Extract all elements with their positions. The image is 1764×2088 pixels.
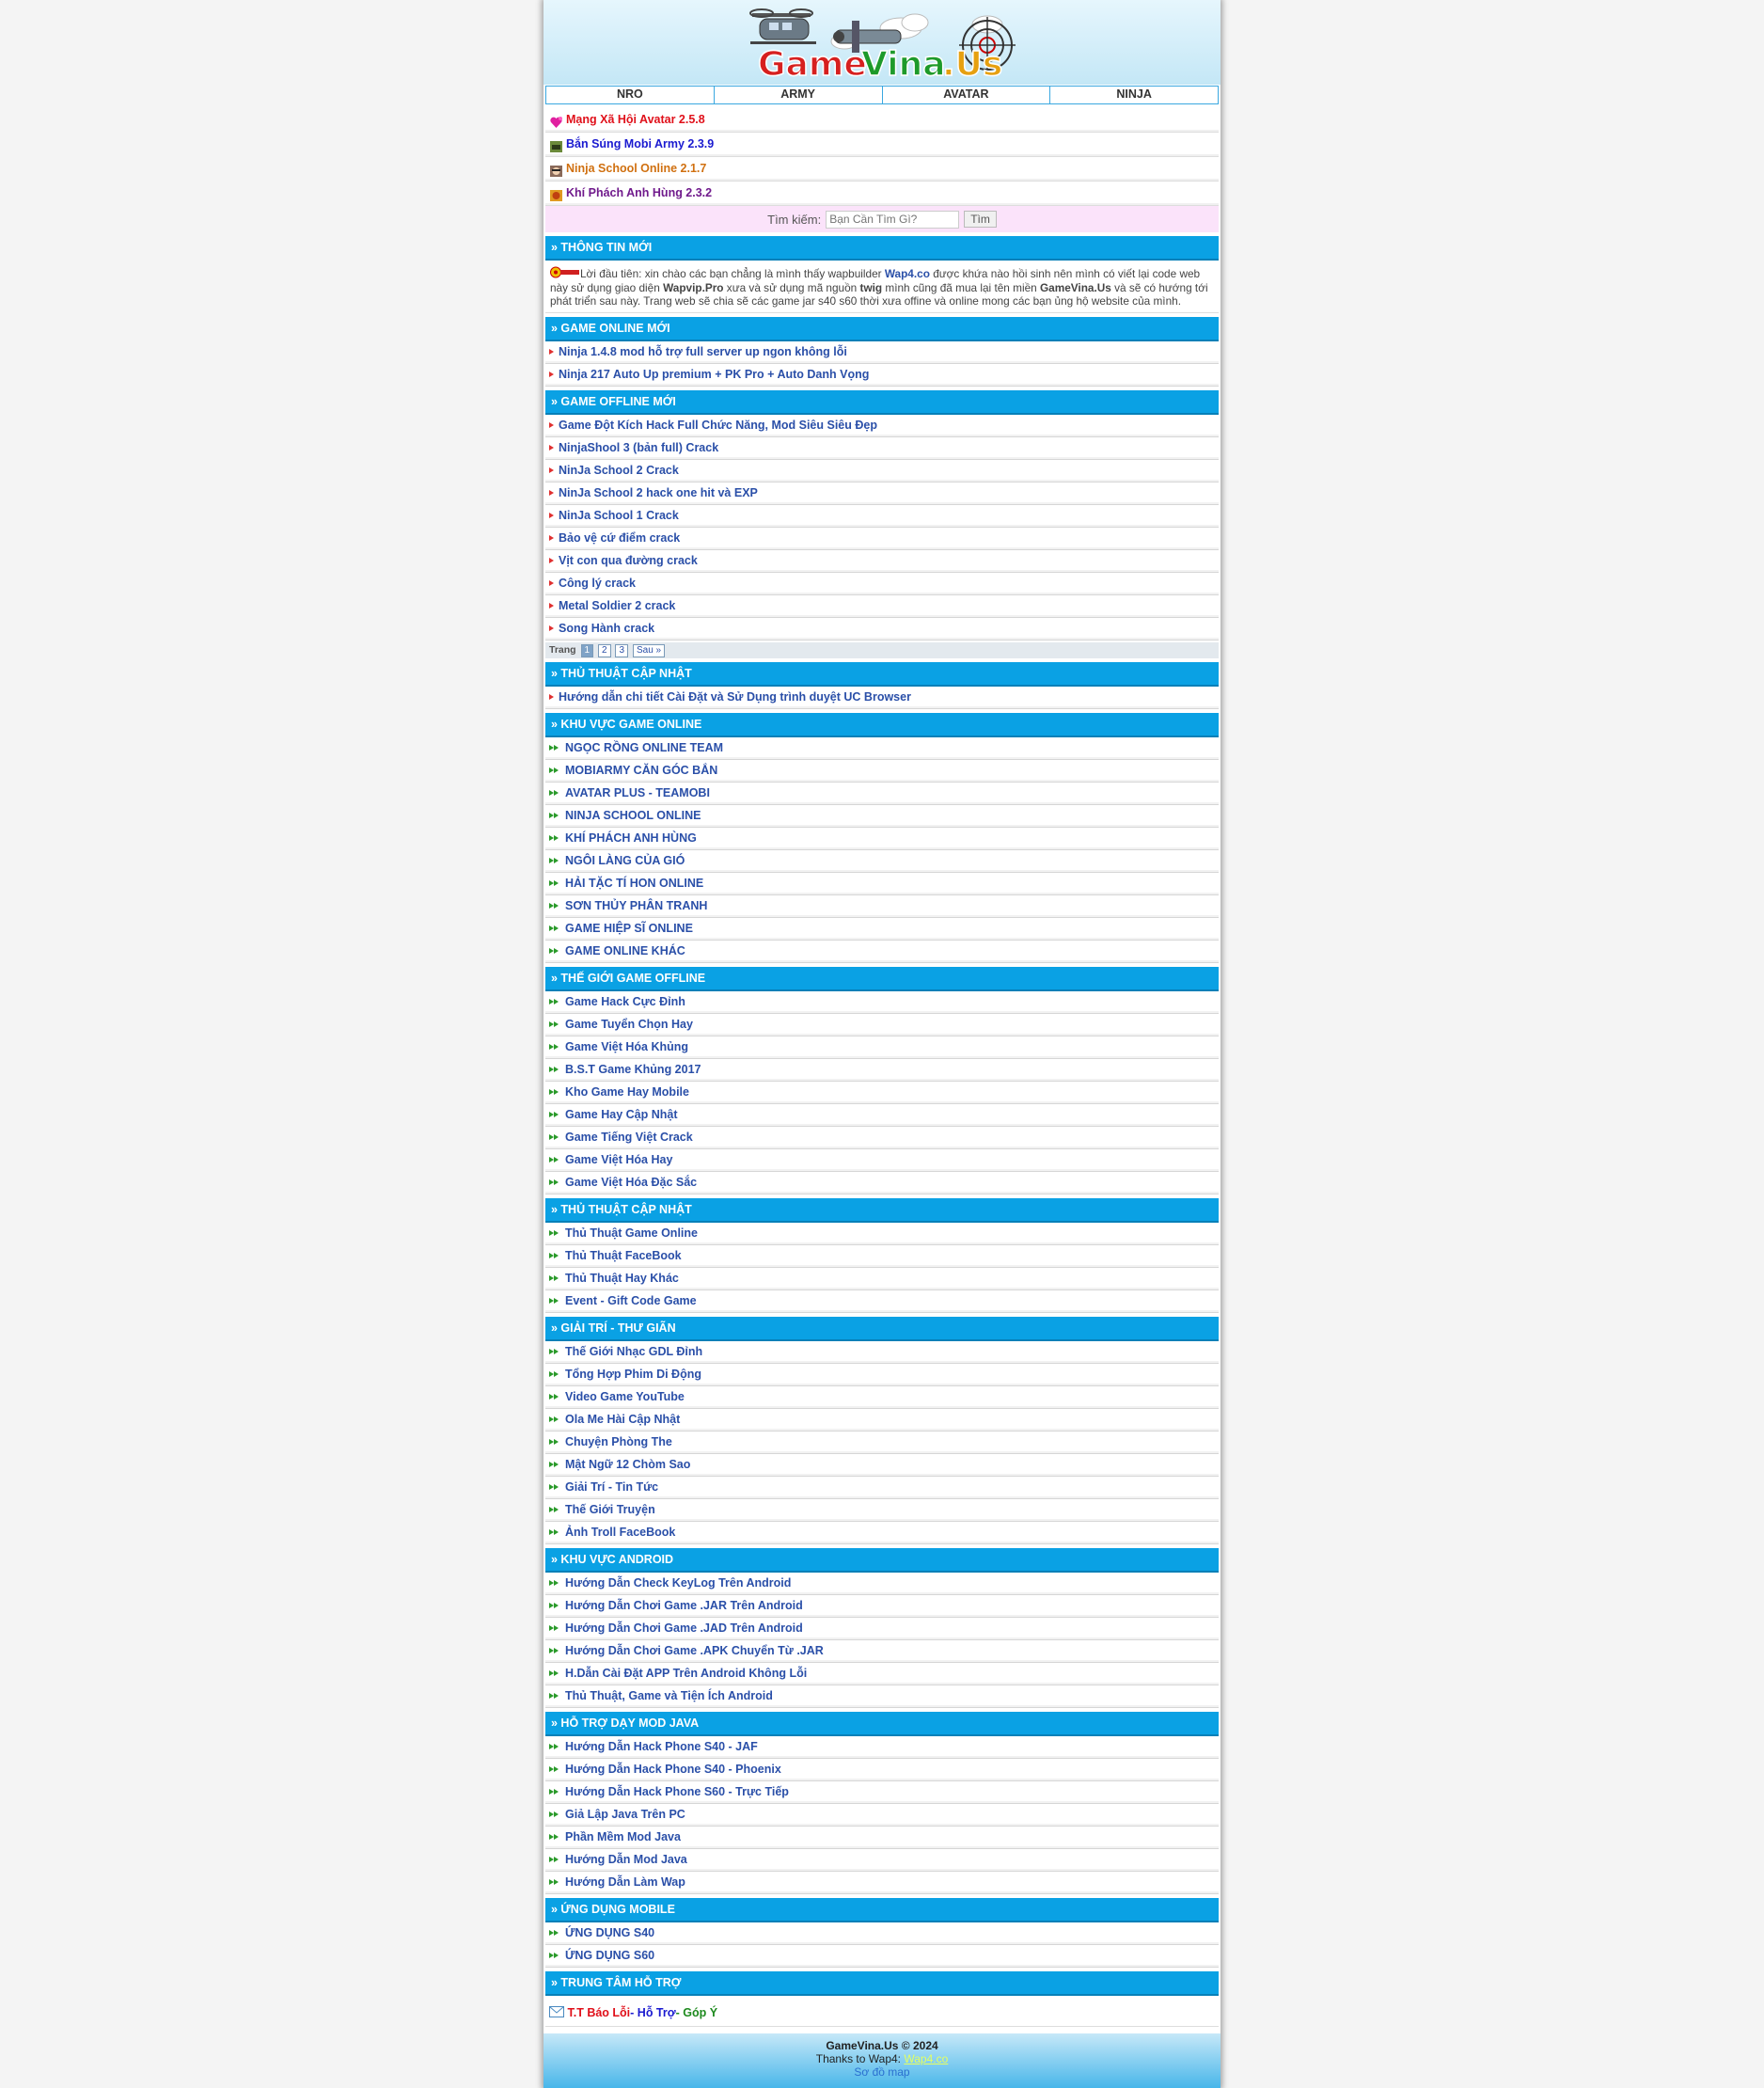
list-item-label[interactable]: ỨNG DỤNG S60 <box>565 1948 655 1962</box>
list-item[interactable] <box>545 1804 1219 1827</box>
arrow-icon <box>549 558 554 563</box>
list-item[interactable] <box>545 1499 1219 1522</box>
list-item-label[interactable]: Game Đột Kích Hack Full Chức Năng, Mod Siêu Siêu Đẹp <box>559 418 877 432</box>
double-arrow-icon <box>549 1348 560 1355</box>
list-item-label[interactable]: Công lý crack <box>559 576 636 590</box>
section-header-entertain: » GIẢI TRÍ - THƯ GIÃN <box>545 1317 1219 1341</box>
list-item[interactable] <box>545 482 1219 505</box>
list-item-label[interactable]: Thế Giới Truyện <box>565 1502 655 1516</box>
ninja-game-icon <box>549 163 563 176</box>
list-item-label[interactable]: B.S.T Game Khủng 2017 <box>565 1062 701 1076</box>
featured-item-khi-phach[interactable] <box>545 182 1219 206</box>
nav-ninja[interactable]: NINJA <box>1049 87 1218 103</box>
list-item[interactable] <box>545 1223 1219 1245</box>
list-item[interactable] <box>545 1522 1219 1544</box>
featured-label[interactable]: Ninja School Online 2.1.7 <box>566 162 707 175</box>
intro-text <box>545 261 1219 313</box>
list-offline-world <box>543 991 1221 1194</box>
list-item-label[interactable]: NGÔI LÀNG CỦA GIÓ <box>565 853 685 867</box>
double-arrow-icon <box>549 1647 560 1654</box>
double-arrow-icon <box>549 789 560 797</box>
list-item[interactable] <box>545 1640 1219 1663</box>
list-item[interactable] <box>545 1172 1219 1194</box>
featured-item-army[interactable] <box>545 133 1219 157</box>
nav-avatar[interactable]: AVATAR <box>882 87 1050 103</box>
featured-item-ninja[interactable] <box>545 157 1219 182</box>
double-arrow-icon <box>549 1765 560 1773</box>
intro-text-part: mình cũng đã mua lại tên miền <box>882 280 1040 294</box>
double-arrow-icon <box>549 1692 560 1700</box>
list-item[interactable] <box>545 828 1219 850</box>
list-item[interactable] <box>545 573 1219 595</box>
list-item-label[interactable]: NINJA SCHOOL ONLINE <box>565 808 701 822</box>
list-item-label[interactable]: Game Tuyển Chọn Hay <box>565 1017 693 1031</box>
page-1[interactable]: 1 <box>581 644 594 657</box>
list-item[interactable] <box>545 941 1219 963</box>
arrow-icon <box>549 372 554 377</box>
arrow-icon <box>549 694 554 700</box>
search-label: Tìm kiếm: <box>767 212 822 227</box>
section-header-offline-new: » GAME OFFLINE MỚI <box>545 390 1219 415</box>
double-arrow-icon <box>549 1274 560 1282</box>
double-arrow-icon <box>549 1438 560 1446</box>
list-item[interactable] <box>545 895 1219 918</box>
list-item[interactable] <box>545 1245 1219 1268</box>
featured-label[interactable]: Mạng Xã Hội Avatar 2.5.8 <box>566 113 705 126</box>
mail-icon <box>549 2006 564 2017</box>
list-item-label[interactable]: Game Việt Hóa Đặc Sắc <box>565 1175 698 1189</box>
section-header-android: » KHU VỰC ANDROID <box>545 1548 1219 1573</box>
support-row <box>545 2000 1219 2027</box>
section-header-mod-java: » HỖ TRỢ DẠY MOD JAVA <box>545 1712 1219 1736</box>
pagination <box>545 642 1219 658</box>
arrow-icon <box>549 490 554 496</box>
list-item-label[interactable]: NGỌC RỒNG ONLINE TEAM <box>565 740 724 754</box>
list-item-label[interactable]: Metal Soldier 2 crack <box>559 598 676 612</box>
list-item[interactable] <box>545 991 1219 1014</box>
army-game-icon <box>549 138 563 151</box>
list-item-label[interactable]: NinJa School 2 hack one hit và EXP <box>559 485 758 499</box>
arrow-icon <box>549 535 554 541</box>
list-item-label[interactable]: Thế Giới Nhạc GDL Đỉnh <box>565 1344 703 1358</box>
list-item[interactable] <box>545 1290 1219 1313</box>
list-item[interactable] <box>545 737 1219 760</box>
list-item-label[interactable]: HẢI TẶC TÍ HON ONLINE <box>565 876 704 890</box>
double-arrow-icon <box>549 1111 560 1118</box>
list-item-label[interactable]: Thủ Thuật Game Online <box>565 1226 698 1240</box>
domain-name: GameVina.Us <box>1039 280 1111 294</box>
double-arrow-icon <box>549 925 560 932</box>
double-arrow-icon <box>549 902 560 910</box>
list-item[interactable] <box>545 1477 1219 1499</box>
list-item[interactable] <box>545 873 1219 895</box>
list-item[interactable] <box>545 1736 1219 1759</box>
list-item[interactable] <box>545 1127 1219 1149</box>
list-item[interactable] <box>545 415 1219 437</box>
bug-report-link[interactable]: T.T Báo Lỗi <box>567 2005 631 2019</box>
list-item[interactable] <box>545 505 1219 528</box>
list-item-label[interactable]: Giải Trí - Tin Tức <box>565 1479 659 1494</box>
double-arrow-icon <box>549 812 560 819</box>
list-item[interactable] <box>545 618 1219 641</box>
list-item-label[interactable]: Hướng Dẫn Check KeyLog Trên Android <box>565 1575 792 1590</box>
list-item-label[interactable]: Hướng Dẫn Chơi Game .JAR Trên Android <box>565 1598 803 1612</box>
section-header-tips: » THỦ THUẬT CẬP NHẬT <box>545 1198 1219 1223</box>
arrow-icon <box>549 625 554 631</box>
list-item[interactable] <box>545 364 1219 387</box>
list-item-label[interactable]: KHÍ PHÁCH ANH HÙNG <box>565 830 697 845</box>
double-arrow-icon <box>549 998 560 1005</box>
double-arrow-icon <box>549 1156 560 1163</box>
list-item-label[interactable]: Hướng Dẫn Chơi Game .APK Chuyển Từ .JAR <box>565 1643 824 1657</box>
arrow-icon <box>549 467 554 473</box>
list-item-label[interactable]: Ninja 217 Auto Up premium + PK Pro + Auto Danh Vọng <box>559 367 870 381</box>
double-arrow-icon <box>549 1833 560 1841</box>
list-item[interactable] <box>545 1386 1219 1409</box>
nav-nro[interactable]: NRO <box>616 87 643 101</box>
double-arrow-icon <box>549 1043 560 1051</box>
intro-text-part: và sẽ có hướng tới phát triển sau này. Trang web sẽ chia sẽ các game jar s40 s60 thời xưa offine và online mong các bạn ủng hộ website của mình. <box>550 280 1208 308</box>
svg-text:.Us: .Us <box>942 45 1003 83</box>
list-item-label[interactable]: NinJa School 1 Crack <box>559 508 679 522</box>
list-item-label[interactable]: Thủ Thuật, Game và Tiện Ích Android <box>565 1688 773 1702</box>
list-item[interactable] <box>545 1595 1219 1618</box>
list-item-label[interactable]: Kho Game Hay Mobile <box>565 1084 689 1099</box>
list-item-label[interactable]: Hướng Dẫn Hack Phone S60 - Trực Tiếp <box>565 1784 789 1798</box>
double-arrow-icon <box>549 744 560 751</box>
double-arrow-icon <box>549 1020 560 1028</box>
list-item[interactable] <box>545 1872 1219 1894</box>
list-item-label[interactable]: Hướng Dẫn Hack Phone S40 - Phoenix <box>565 1762 781 1776</box>
section-header-offline-world: » THẾ GIỚI GAME OFFLINE <box>545 967 1219 991</box>
list-entertain <box>543 1341 1221 1544</box>
list-item[interactable] <box>545 460 1219 482</box>
double-arrow-icon <box>549 834 560 842</box>
list-item[interactable] <box>545 1781 1219 1804</box>
list-item[interactable] <box>545 1945 1219 1968</box>
double-arrow-icon <box>549 857 560 864</box>
section-header-online-new: » GAME ONLINE MỚI <box>545 317 1219 341</box>
list-item[interactable] <box>545 341 1219 364</box>
double-arrow-icon <box>549 1579 560 1587</box>
double-arrow-icon <box>549 1788 560 1795</box>
svg-text:Vina: Vina <box>861 45 946 83</box>
double-arrow-icon <box>549 1133 560 1141</box>
double-arrow-icon <box>549 1461 560 1468</box>
list-item[interactable] <box>545 1827 1219 1849</box>
wap4-footer-link[interactable]: Wap4.co <box>904 2052 949 2065</box>
list-item-label[interactable]: Event - Gift Code Game <box>565 1293 697 1307</box>
list-item-label[interactable]: Song Hành crack <box>559 621 655 635</box>
top-nav <box>545 86 1219 104</box>
list-online-new <box>543 341 1221 387</box>
arrow-icon <box>549 349 554 355</box>
list-item[interactable] <box>545 1663 1219 1685</box>
list-item[interactable] <box>545 595 1219 618</box>
list-item[interactable] <box>545 687 1219 709</box>
list-item[interactable] <box>545 1364 1219 1386</box>
list-item-label[interactable]: Ninja 1.4.8 mod hỗ trợ full server up ngon không lỗi <box>559 344 847 358</box>
khi-phach-game-icon <box>549 187 563 200</box>
double-arrow-icon <box>549 1229 560 1237</box>
nav-army[interactable]: ARMY <box>714 87 882 103</box>
list-item-label[interactable]: MOBIARMY CĂN GÓC BẮN <box>565 763 718 777</box>
arrow-icon <box>549 422 554 428</box>
arrow-icon <box>549 445 554 451</box>
page-next[interactable]: Sau » <box>633 644 665 657</box>
double-arrow-icon <box>549 1929 560 1937</box>
helicopter-icon <box>750 9 816 44</box>
list-item-label[interactable]: Tổng Hợp Phim Di Động <box>565 1367 701 1381</box>
list-item-label[interactable]: Bảo vệ cứ điểm crack <box>559 530 681 545</box>
copyright-text: GameVina.Us © 2024 <box>826 2039 938 2052</box>
page-2[interactable]: 2 <box>598 644 611 657</box>
list-item[interactable] <box>545 1149 1219 1172</box>
list-item[interactable] <box>545 528 1219 550</box>
wapvip-name: Wapvip.Pro <box>663 280 724 294</box>
intro-text-part: xưa và sử dụng mã nguồn <box>723 280 860 294</box>
pagination-label: Trang <box>549 643 576 656</box>
wap4-link[interactable]: Wap4.co <box>884 267 930 280</box>
page-3[interactable]: 3 <box>615 644 628 657</box>
double-arrow-icon <box>549 1370 560 1378</box>
arrow-icon <box>549 513 554 518</box>
list-item-label[interactable]: AVATAR PLUS - TEAMOBI <box>565 785 710 799</box>
list-item-label[interactable]: SƠN THỦY PHÂN TRANH <box>565 898 708 912</box>
thanks-text: Thanks to Wap4: <box>815 2052 905 2065</box>
list-item-label[interactable]: Hướng Dẫn Làm Wap <box>565 1874 685 1889</box>
list-item-label[interactable]: Ola Me Hài Cập Nhật <box>565 1412 681 1426</box>
list-online-zone <box>543 737 1221 963</box>
double-arrow-icon <box>549 1952 560 1959</box>
section-header-support: » TRUNG TÂM HỖ TRỢ <box>545 1971 1219 1996</box>
double-arrow-icon <box>549 1669 560 1677</box>
list-item[interactable] <box>545 1341 1219 1364</box>
list-item-label[interactable]: Game Tiếng Việt Crack <box>565 1130 693 1144</box>
list-android <box>543 1573 1221 1708</box>
list-item[interactable] <box>545 1618 1219 1640</box>
new-badge-icon <box>550 266 580 278</box>
featured-label[interactable]: Bắn Súng Mobi Army 2.3.9 <box>566 137 715 150</box>
double-arrow-icon <box>549 1178 560 1186</box>
list-mobile-apps <box>543 1922 1221 1968</box>
list-item[interactable] <box>545 1454 1219 1477</box>
site-header <box>543 0 1221 85</box>
arrow-icon <box>549 580 554 586</box>
double-arrow-icon <box>549 947 560 955</box>
double-arrow-icon <box>549 1602 560 1609</box>
double-arrow-icon <box>549 1297 560 1305</box>
list-item-label[interactable]: Phần Mềm Mod Java <box>565 1829 681 1843</box>
list-item-label[interactable]: ỨNG DỤNG S40 <box>565 1925 655 1939</box>
list-item-label[interactable]: Video Game YouTube <box>565 1389 685 1403</box>
help-link[interactable]: - Hỗ Trợ <box>630 2005 676 2019</box>
intro-text-part: Lời đầu tiên: xin chào các bạn chẳng là mình thấy wapbuilder <box>580 267 885 280</box>
double-arrow-icon <box>549 1483 560 1491</box>
site-logo[interactable] <box>741 4 1023 83</box>
list-item[interactable] <box>545 1685 1219 1708</box>
list-item-label[interactable]: H.Dẫn Cài Đặt APP Trên Android Không Lỗi <box>565 1666 808 1680</box>
list-item-label[interactable]: Giả Lập Java Trên PC <box>565 1807 685 1821</box>
double-arrow-icon <box>549 1393 560 1400</box>
list-item-label[interactable]: GAME ONLINE KHÁC <box>565 943 685 957</box>
double-arrow-icon <box>549 879 560 887</box>
featured-item-avatar[interactable] <box>545 108 1219 133</box>
section-header-news: » THÔNG TIN MỚI <box>545 236 1219 261</box>
list-item-label[interactable]: GAME HIỆP SĨ ONLINE <box>565 921 693 935</box>
list-item[interactable] <box>545 1432 1219 1454</box>
list-item-label[interactable]: Game Việt Hóa Khủng <box>565 1039 689 1053</box>
double-arrow-icon <box>549 1066 560 1073</box>
list-item[interactable] <box>545 1922 1219 1945</box>
list-item-label[interactable]: Thủ Thuật FaceBook <box>565 1248 682 1262</box>
feedback-link[interactable]: - Góp Ý <box>675 2005 718 2019</box>
list-item[interactable] <box>545 1268 1219 1290</box>
double-arrow-icon <box>549 1506 560 1513</box>
double-arrow-icon <box>549 1252 560 1259</box>
double-arrow-icon <box>549 767 560 774</box>
list-item[interactable] <box>545 437 1219 460</box>
thanks-line <box>543 2052 1221 2065</box>
list-item[interactable] <box>545 1082 1219 1104</box>
list-item[interactable] <box>545 1036 1219 1059</box>
list-item[interactable] <box>545 783 1219 805</box>
double-arrow-icon <box>549 1416 560 1423</box>
list-item-label[interactable]: NinjaShool 3 (bản full) Crack <box>559 440 719 454</box>
list-item-label[interactable]: Ảnh Troll FaceBook <box>565 1525 676 1539</box>
double-arrow-icon <box>549 1528 560 1536</box>
list-mod-java <box>543 1736 1221 1894</box>
double-arrow-icon <box>549 1624 560 1632</box>
section-header-online-zone: » KHU VỰC GAME ONLINE <box>545 713 1219 737</box>
list-item[interactable] <box>545 760 1219 783</box>
search-button[interactable]: Tìm <box>964 211 997 228</box>
list-item-label[interactable]: Vịt con qua đường crack <box>559 553 698 567</box>
intro-text-part: được khứa nào hồi sinh nên mình có viết lại code web này sử dụng giao diện <box>550 267 1201 294</box>
svg-text:Game: Game <box>758 45 867 83</box>
arrow-icon <box>549 603 554 609</box>
list-item-label[interactable]: Game Hack Cực Đỉnh <box>565 994 685 1008</box>
list-item[interactable] <box>545 1573 1219 1595</box>
list-item[interactable] <box>545 1014 1219 1036</box>
double-arrow-icon <box>549 1743 560 1750</box>
featured-label[interactable]: Khí Phách Anh Hùng 2.3.2 <box>566 186 713 199</box>
list-item-label[interactable]: Game Hay Cập Nhật <box>565 1107 678 1121</box>
list-item-label[interactable]: Mật Ngữ 12 Chòm Sao <box>565 1457 691 1471</box>
page-container <box>543 0 1221 2088</box>
list-item-label[interactable]: NinJa School 2 Crack <box>559 463 679 477</box>
list-item[interactable] <box>545 1759 1219 1781</box>
list-item-label[interactable]: Hướng Dẫn Chơi Game .JAD Trên Android <box>565 1621 803 1635</box>
sitemap-link[interactable]: Sơ đồ map <box>854 2065 910 2079</box>
double-arrow-icon <box>549 1811 560 1818</box>
list-item-label[interactable]: Hướng dẫn chi tiết Cài Đặt và Sử Dụng trình duyệt UC Browser <box>559 689 911 704</box>
double-arrow-icon <box>549 1088 560 1096</box>
list-item[interactable] <box>545 1849 1219 1872</box>
list-item-label[interactable]: Game Việt Hóa Hay <box>565 1152 673 1166</box>
list-item[interactable] <box>545 1059 1219 1082</box>
list-offline-new <box>543 415 1221 641</box>
list-item[interactable] <box>545 850 1219 873</box>
search-bar <box>545 206 1219 232</box>
list-item[interactable] <box>545 1104 1219 1127</box>
list-tips <box>543 1223 1221 1313</box>
twig-name: twig <box>859 280 883 294</box>
list-item-label[interactable]: Chuyện Phòng The <box>565 1434 672 1448</box>
section-header-mobile-apps: » ỨNG DỤNG MOBILE <box>545 1898 1219 1922</box>
list-item-label[interactable]: Hướng Dẫn Mod Java <box>565 1852 687 1866</box>
section-header-tips-new: » THỦ THUẬT CẬP NHẬT <box>545 662 1219 687</box>
list-item[interactable] <box>545 918 1219 941</box>
search-input[interactable] <box>826 211 959 229</box>
list-item[interactable] <box>545 1409 1219 1432</box>
list-item[interactable] <box>545 550 1219 573</box>
site-footer <box>543 2033 1221 2088</box>
list-item[interactable] <box>545 805 1219 828</box>
list-tips-new <box>543 687 1221 709</box>
double-arrow-icon <box>549 1856 560 1863</box>
heart-icon <box>549 114 563 127</box>
list-item-label[interactable]: Thủ Thuật Hay Khác <box>565 1271 679 1285</box>
double-arrow-icon <box>549 1878 560 1886</box>
list-item-label[interactable]: Hướng Dẫn Hack Phone S40 - JAF <box>565 1739 758 1753</box>
